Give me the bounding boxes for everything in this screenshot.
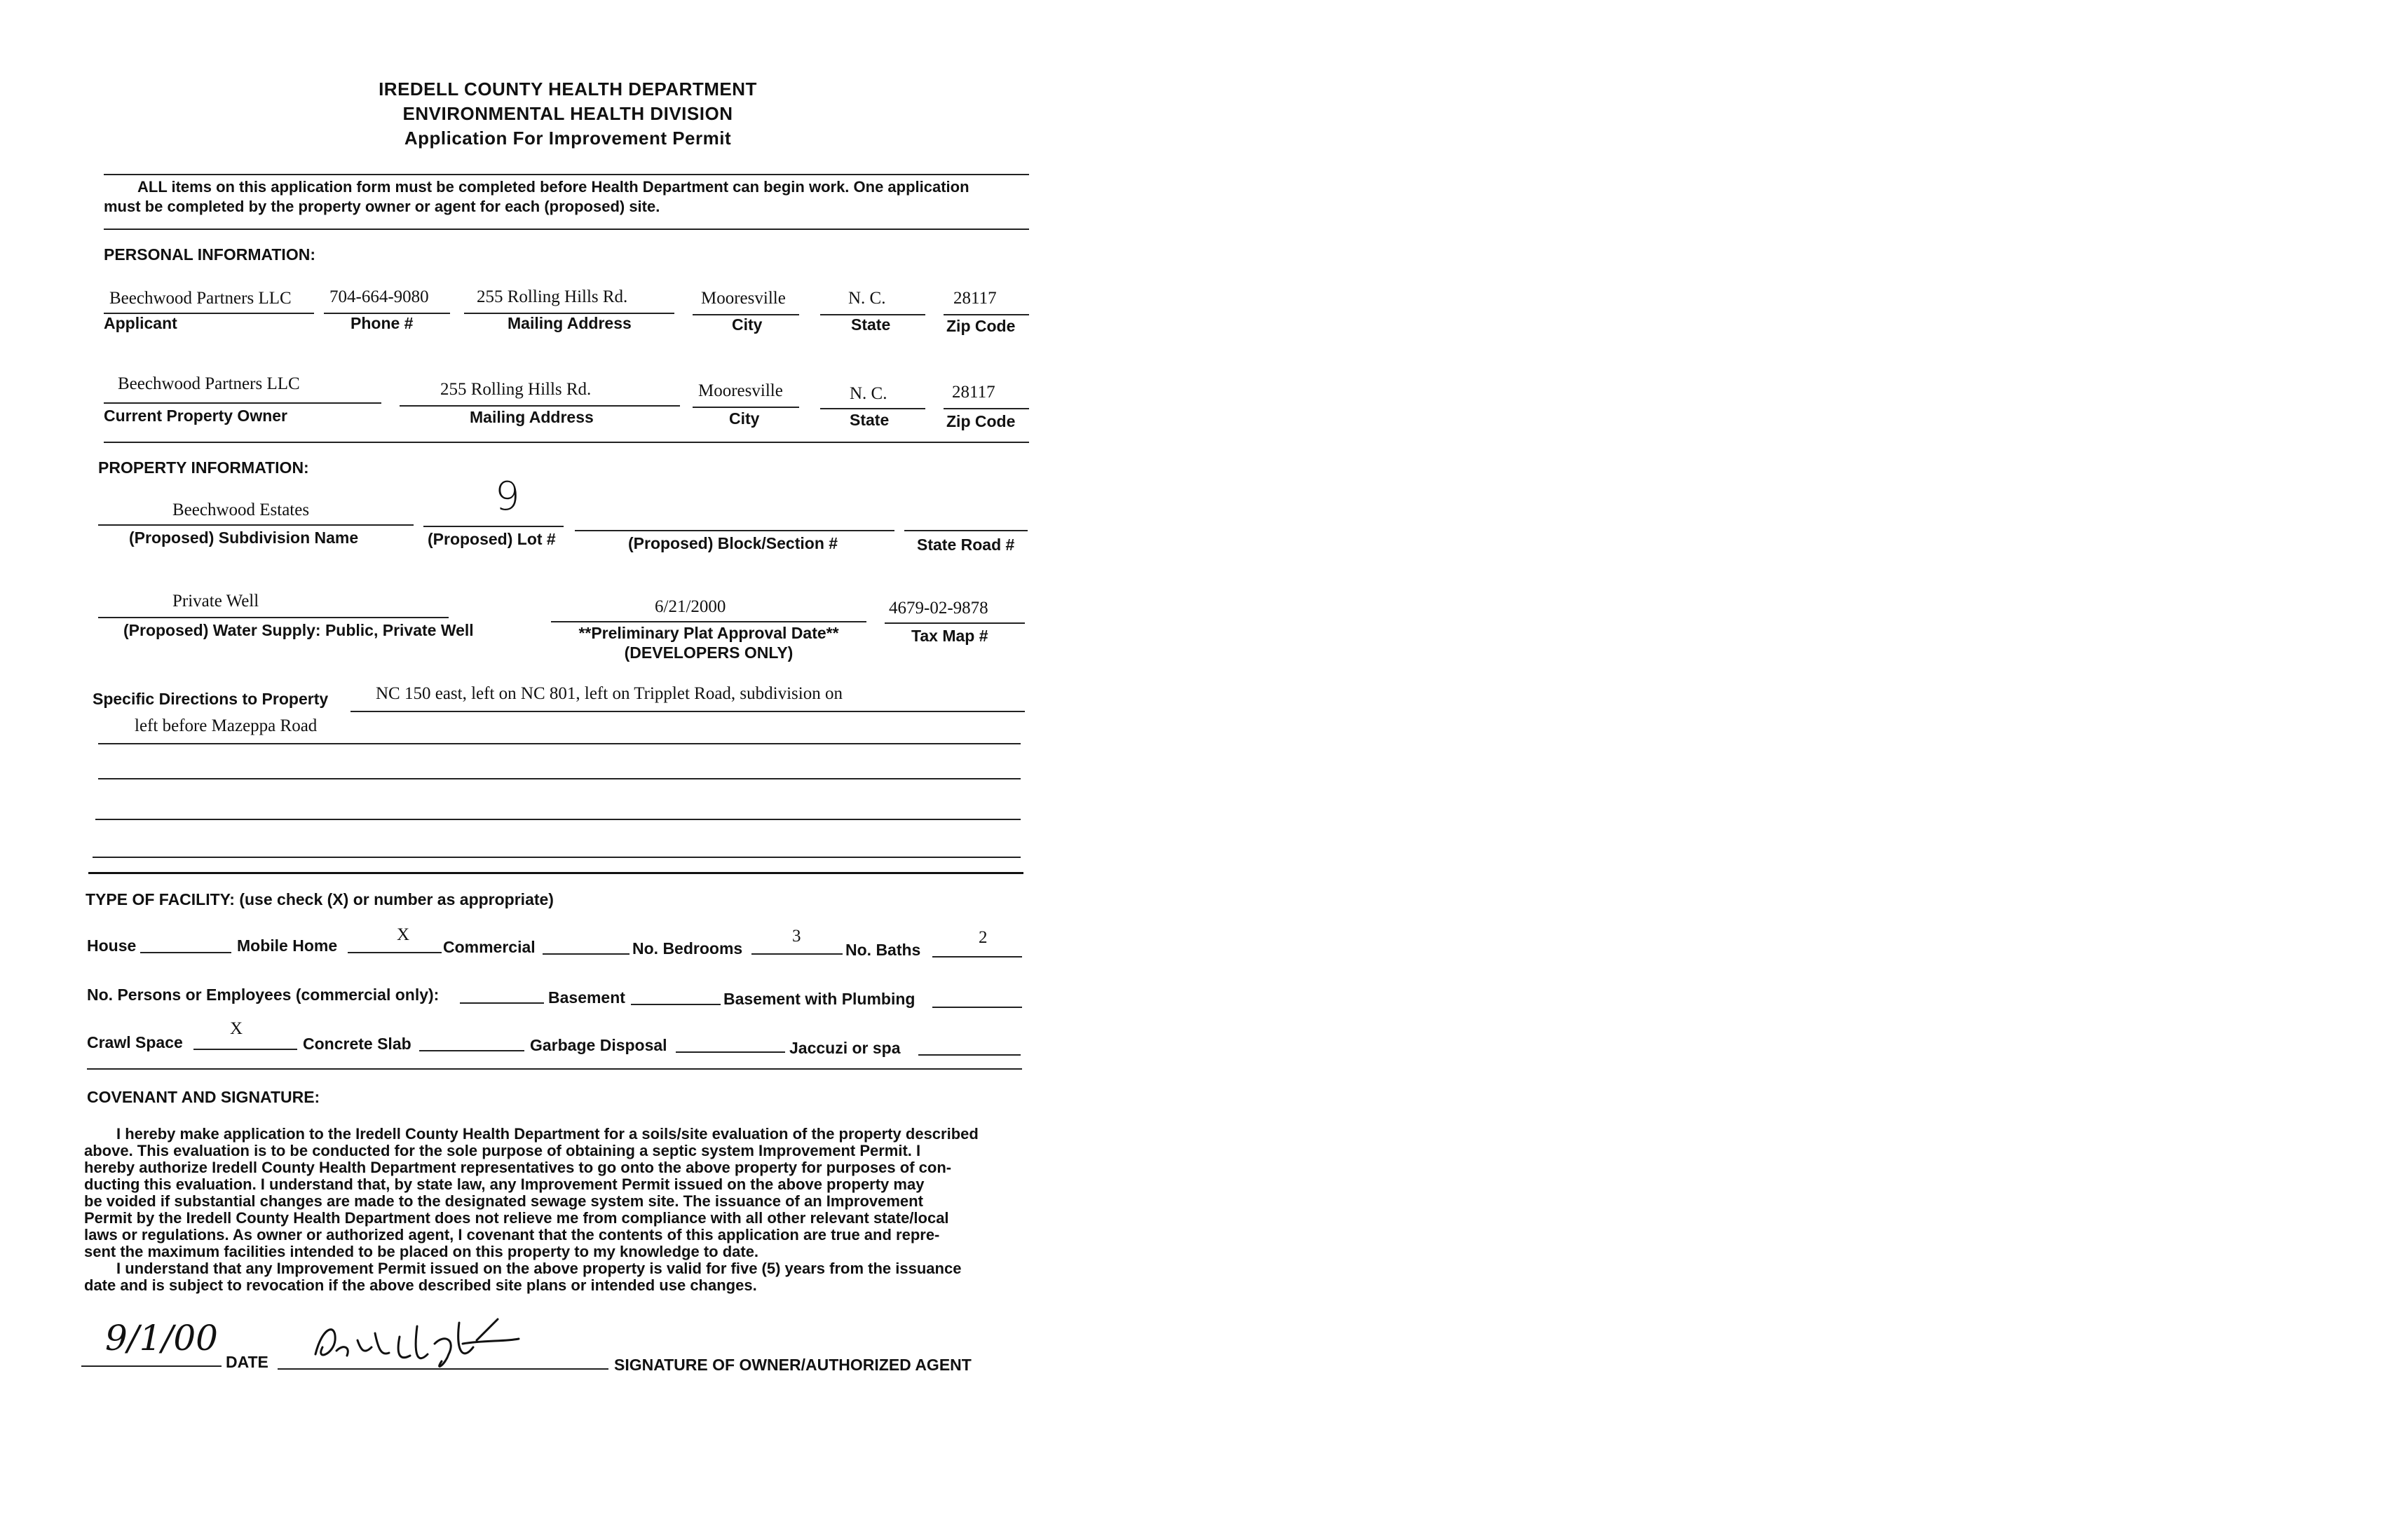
field-line (904, 530, 1028, 531)
applicant-state-label: State (851, 315, 891, 334)
covenant-line: hereby authorize Iredell County Health Department representatives to go onto the above property for purposes of con- (84, 1159, 952, 1176)
section-facility: TYPE OF FACILITY: (use check (X) or number as appropriate) (86, 890, 554, 908)
signature-label: SIGNATURE OF OWNER/AUTHORIZED AGENT (614, 1356, 972, 1374)
mobile-home-field (348, 952, 442, 953)
jacuzzi-label: Jaccuzi or spa (789, 1039, 901, 1057)
intro-line-2: must be completed by the property owner or agent for each (proposed) site. (104, 198, 660, 215)
divider (104, 174, 1029, 175)
field-line (98, 524, 414, 526)
applicant-address-value[interactable]: 255 Rolling Hills Rd. (477, 287, 628, 306)
applicant-state-value[interactable]: N. C. (848, 289, 886, 308)
crawl-space-label: Crawl Space (87, 1033, 183, 1051)
field-line (693, 407, 799, 408)
plat-date-note: (DEVELOPERS ONLY) (624, 643, 794, 662)
basement-field[interactable] (631, 1004, 721, 1005)
covenant-line: ducting this evaluation. I understand that, by state law, any Improvement Permit issued on the above property may (84, 1176, 925, 1193)
applicant-address-label: Mailing Address (508, 314, 632, 332)
owner-zip-value[interactable]: 28117 (952, 383, 995, 402)
owner-address-label: Mailing Address (470, 408, 594, 426)
owner-name-label: Current Property Owner (104, 407, 287, 425)
field-line (423, 526, 564, 527)
field-line (885, 622, 1025, 624)
owner-state-value[interactable]: N. C. (850, 384, 887, 403)
covenant-line: Permit by the Iredell County Health Department does not relieve me from compliance with all other relevant state/local (84, 1209, 949, 1227)
owner-name-value[interactable]: Beechwood Partners LLC (118, 374, 300, 393)
house-field[interactable] (140, 952, 231, 953)
mobile-home-value[interactable]: X (397, 925, 410, 944)
divider (104, 442, 1029, 443)
water-supply-label: (Proposed) Water Supply: Public, Private Well (123, 621, 474, 639)
field-line (98, 743, 1021, 744)
covenant-line: I understand that any Improvement Permit issued on the above property is valid for five (5) years from the issuance (116, 1260, 962, 1277)
baths-field (932, 956, 1022, 958)
commercial-field[interactable] (543, 953, 629, 955)
bedrooms-value[interactable]: 3 (792, 927, 801, 946)
applicant-name-label: Applicant (104, 314, 177, 332)
owner-city-value[interactable]: Mooresville (698, 381, 783, 400)
lot-label: (Proposed) Lot # (428, 530, 556, 548)
covenant-line: date and is subject to revocation if the above described site plans or intended use changes. (84, 1276, 757, 1294)
water-supply-value[interactable]: Private Well (172, 592, 259, 611)
crawl-space-field (193, 1049, 297, 1050)
applicant-zip-label: Zip Code (946, 317, 1016, 335)
applicant-name-value[interactable]: Beechwood Partners LLC (109, 289, 292, 308)
divider (104, 229, 1029, 230)
header-division: ENVIRONMENTAL HEALTH DIVISION (402, 103, 733, 124)
field-line (98, 617, 449, 618)
directions-line-2[interactable]: left before Mazeppa Road (135, 716, 318, 735)
covenant-line: be voided if substantial changes are made to the designated sewage system site. The issuance of an Improvement (84, 1192, 923, 1210)
header-title: IREDELL COUNTY HEALTH DEPARTMENT (379, 79, 757, 100)
divider (88, 872, 1023, 874)
covenant-line: sent the maximum facilities intended to be placed on this property to my knowledge to date. (84, 1243, 759, 1260)
field-line (95, 819, 1021, 820)
subdivision-label: (Proposed) Subdivision Name (129, 529, 359, 547)
persons-label: No. Persons or Employees (commercial only): (87, 986, 440, 1004)
applicant-city-label: City (732, 315, 763, 334)
covenant-line: laws or regulations. As owner or authorized agent, I covenant that the contents of this application are true and repre- (84, 1226, 940, 1243)
bedrooms-field (751, 953, 843, 955)
covenant-line: above. This evaluation is to be conducted for the sole purpose of obtaining a septic system Improvement Permit. I (84, 1142, 921, 1159)
date-value[interactable]: 9/1/00 (105, 1318, 218, 1358)
field-line (350, 711, 1025, 712)
plat-date-label: **Preliminary Plat Approval Date** (578, 624, 839, 642)
tax-map-value[interactable]: 4679-02-9878 (889, 599, 988, 618)
block-label[interactable]: (Proposed) Block/Section # (628, 534, 838, 552)
house-label: House (87, 936, 137, 955)
mobile-home-label: Mobile Home (237, 936, 338, 955)
intro-line-1: ALL items on this application form must be completed before Health Department can begin work. One application (137, 178, 969, 196)
concrete-slab-field[interactable] (419, 1050, 524, 1051)
directions-line-1[interactable]: NC 150 east, left on NC 801, left on Tripplet Road, subdivision on (376, 684, 843, 703)
applicant-zip-value[interactable]: 28117 (953, 289, 997, 308)
crawl-space-value[interactable]: X (230, 1019, 243, 1038)
field-line (104, 402, 381, 404)
owner-state-label: State (850, 411, 890, 429)
owner-zip-label: Zip Code (946, 412, 1016, 430)
field-line (944, 408, 1029, 409)
owner-city-label: City (729, 409, 760, 428)
field-line (820, 408, 925, 409)
field-line (98, 778, 1021, 779)
basement-plumbing-label: Basement with Plumbing (723, 990, 916, 1008)
divider (87, 1068, 1022, 1070)
date-label: DATE (226, 1353, 268, 1371)
section-personal: PERSONAL INFORMATION: (104, 245, 315, 264)
lot-value[interactable]: 9 (495, 474, 520, 519)
signature-stroke (315, 1319, 519, 1366)
field-line (400, 405, 680, 407)
owner-address-value[interactable]: 255 Rolling Hills Rd. (440, 380, 592, 399)
baths-value[interactable]: 2 (979, 928, 988, 947)
basement-plumbing-field[interactable] (932, 1007, 1022, 1008)
section-covenant: COVENANT AND SIGNATURE: (87, 1088, 320, 1106)
directions-label: Specific Directions to Property (93, 690, 329, 708)
field-line (93, 857, 1021, 858)
subdivision-value[interactable]: Beechwood Estates (172, 500, 310, 519)
garbage-disposal-label: Garbage Disposal (530, 1036, 667, 1054)
bedrooms-label: No. Bedrooms (632, 939, 743, 958)
baths-label: No. Baths (845, 941, 921, 959)
section-property: PROPERTY INFORMATION: (98, 458, 309, 477)
field-line (551, 621, 866, 622)
covenant-paragraph (84, 1126, 1026, 1294)
basement-label: Basement (548, 988, 625, 1007)
garbage-disposal-field[interactable] (676, 1051, 785, 1053)
concrete-slab-label: Concrete Slab (303, 1035, 411, 1053)
date-field (81, 1365, 222, 1367)
applicant-phone-label: Phone # (350, 314, 414, 332)
state-road-label[interactable]: State Road # (917, 536, 1015, 554)
header-form-name: Application For Improvement Permit (404, 128, 732, 149)
tax-map-label: Tax Map # (911, 627, 988, 645)
covenant-line: I hereby make application to the Iredell County Health Department for a soils/site evaluation of the property described (116, 1125, 979, 1143)
signature-image[interactable] (294, 1312, 575, 1375)
field-line (575, 530, 894, 531)
commercial-label: Commercial (443, 938, 536, 956)
applicant-phone-value[interactable]: 704-664-9080 (329, 287, 429, 306)
plat-date-value[interactable]: 6/21/2000 (655, 597, 726, 616)
jacuzzi-field[interactable] (918, 1054, 1021, 1056)
applicant-city-value[interactable]: Mooresville (701, 289, 786, 308)
persons-field[interactable] (460, 1002, 544, 1004)
field-line (944, 314, 1029, 315)
